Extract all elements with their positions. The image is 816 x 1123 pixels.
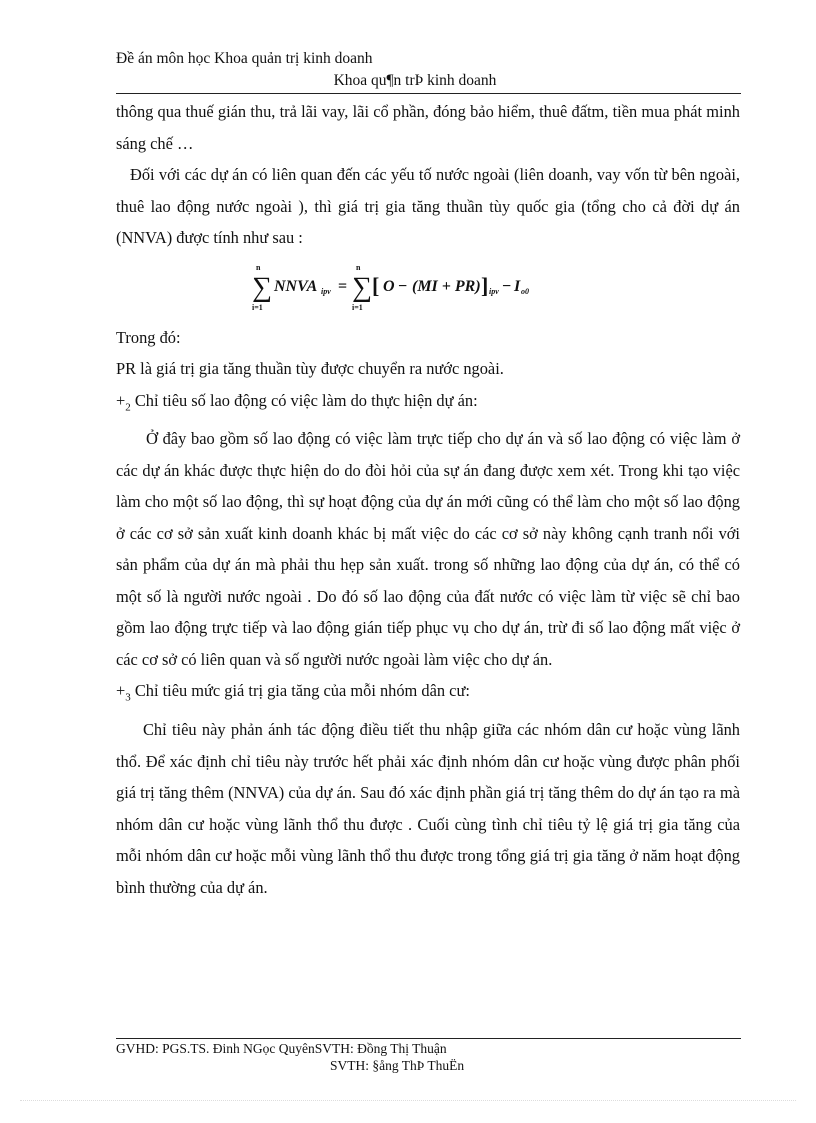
- formula-minus-2: −: [502, 277, 512, 295]
- heading-value-added-indicator: $+_3$ Chỉ tiêu mức giá trị gia tăng của mỗi nhóm dân cư:: [116, 681, 470, 704]
- paragraph-2: Đối với các dự án có liên quan đến các yếu tố nước ngoài (liên doanh, vay vốn từ bên ngoài, thuê lao động nước ngoài ), thì giá trị gia tăng thuần tùy quốc gia (tổng cho cả đời dự án (NNVA) được tính như sau :: [116, 165, 740, 247]
- formula-close-bracket: ]: [481, 272, 489, 298]
- paragraph-6: Chỉ tiêu này phản ánh tác động điều tiết thu nhập giữa các nhóm dân cư hoặc vùng lãnh thổ. Để xác định chỉ tiêu này trước hết phải xác định nhóm dân cư hoặc vùng được phân phối giá trị tăng thêm (NNVA) của dự án. Sau đó xác định phần giá trị tăng thêm do dự án tạo ra mà nhóm dân cư hoặc vùng lãnh thổ thu được . Cuối cùng tình chỉ tiêu tỷ lệ giá trị gia tăng của mỗi nhóm dân cư hoặc mỗi vùng lãnh thổ thu được trong tổng giá trị gia tăng ở năm hoạt động bình thường của dự án.: [116, 720, 740, 897]
- footer-line-2: SVTH: §ång ThÞ ThuËn: [330, 1058, 465, 1073]
- document-body: [116, 96, 740, 903]
- formula-i0-sub: o0: [521, 286, 529, 296]
- formula-minus: −: [398, 277, 408, 295]
- sum-top-1: n: [256, 262, 261, 272]
- footer-line-1: GVHD: PGS.TS. Đinh NGọc QuyênSVTH: Đồng Thị Thuận: [116, 1041, 447, 1056]
- formula-lhs-sub: ipv: [321, 286, 331, 296]
- sum-bottom-2: i=1: [352, 302, 363, 312]
- paragraph-4: PR là giá trị gia tăng thuần tùy được chuyển ra nước ngoài.: [116, 359, 504, 378]
- formula-svg: [246, 258, 546, 318]
- nnva-formula: [116, 254, 740, 322]
- sum-bottom-1: i=1: [252, 302, 263, 312]
- formula-i0: I: [514, 277, 521, 295]
- header-title: Đề án môn học Khoa quản trị kinh doanh: [116, 50, 373, 67]
- footer-rule: [116, 1038, 741, 1039]
- header-rule: [116, 93, 741, 94]
- heading-labor-indicator: $+_2$ Chỉ tiêu số lao động có việc làm do thực hiện dự án:: [116, 390, 478, 413]
- sum-sign-2: ∑: [352, 271, 372, 303]
- header-subtitle: Khoa qu¶n trÞ kinh doanh: [333, 72, 497, 89]
- sum-sign-1: ∑: [252, 271, 272, 303]
- formula-o: O: [383, 277, 395, 295]
- formula-lhs: NNVA: [274, 277, 318, 295]
- formula-rhs-sub: ipv: [489, 286, 499, 296]
- page-edge-dots: [20, 1100, 796, 1101]
- formula-paren: (MI + PR): [412, 277, 481, 295]
- paragraph-1: thông qua thuế gián thu, trả lãi vay, lãi cổ phần, đóng bảo hiểm, thuê đấtm, tiền mua phát minh sáng chế …: [116, 102, 740, 153]
- formula-eq: =: [338, 277, 348, 295]
- paragraph-3: Trong đó:: [116, 327, 181, 347]
- sum-top-2: n: [356, 262, 361, 272]
- formula-open-bracket: [: [372, 272, 380, 298]
- paragraph-5: Ở đây bao gồm số lao động có việc làm trực tiếp cho dự án và số lao động có việc làm ở các dự án khác được thực hiện do do đòi hỏi của sự án đang được xem xét. Trong khi tạo việc làm cho một số lao động, thì sự hoạt động của dự án mới cũng có thể làm cho một số lao động ở các cơ sở sản xuất kinh doanh khác bị mất việc do các cơ sở này không cạnh tranh nổi với sản phẩm của dự án mà phải thu hẹp sản xuất. trong số những lao động của dự án, có thể có một số là người nước ngoài . Do đó số lao động của đất nước có việc làm từ việc sẽ chỉ bao gồm lao động trực tiếp và lao động gián tiếp phục vụ cho dự án, trừ đi số lao động mất việc ở các cơ sở có liên quan và số người nước ngoài làm việc cho dự án.: [116, 429, 740, 669]
